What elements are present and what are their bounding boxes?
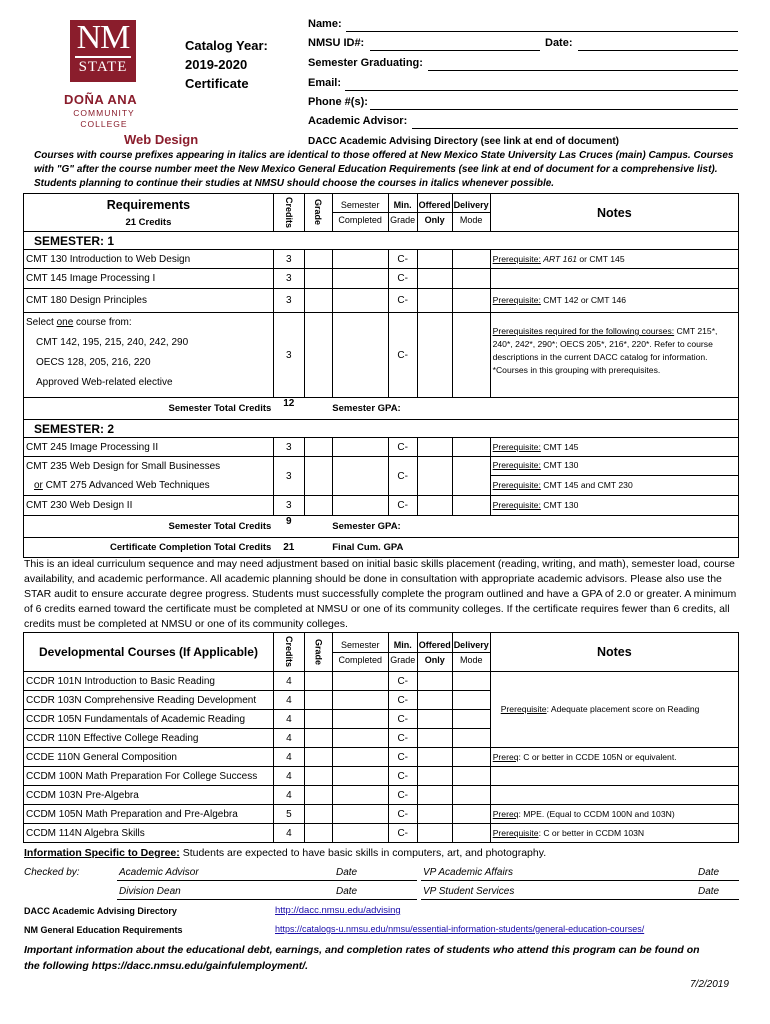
credit-value: 4	[273, 691, 304, 710]
grade-cell[interactable]	[304, 786, 332, 805]
table-row	[24, 805, 739, 824]
credit-value: 3	[273, 313, 304, 398]
table-row	[24, 313, 739, 398]
course-name: CCDE 110N General Composition	[24, 748, 274, 767]
logo-community: COMMUNITY	[73, 108, 135, 118]
requirements-header: Requirements 21 Credits	[24, 194, 274, 232]
semester-cell[interactable]	[332, 457, 388, 496]
vp-aa-label: VP Academic Affairs	[423, 867, 514, 878]
composition-prerequisite-note: Prereq: C or better in CCDE 105N or equivalent.	[490, 748, 738, 767]
document-date: 7/2/2019	[690, 979, 729, 990]
credit-value: 4	[273, 729, 304, 748]
semester-cell[interactable]	[332, 496, 388, 516]
select-options-3: Approved Web-related elective	[36, 377, 173, 388]
grade-cell[interactable]	[304, 672, 332, 691]
offered-only-header: Offered Only	[417, 633, 452, 672]
advising-directory-link[interactable]: http://dacc.nmsu.edu/advising	[275, 905, 401, 916]
logo-college: COLLEGE	[80, 119, 128, 129]
vp-ss-date-label: Date	[698, 886, 720, 897]
semester-label: Semester Graduating:	[308, 57, 423, 69]
course-name: CCDR 105N Fundamentals of Academic Reading	[24, 710, 274, 729]
semester-cell[interactable]	[332, 748, 388, 767]
semester-cell[interactable]	[332, 289, 388, 313]
course-name: CCDM 100N Math Preparation For College Success	[24, 767, 274, 786]
credit-value: 4	[273, 748, 304, 767]
min-grade: C-	[388, 250, 417, 269]
logo-nm-text: NM	[76, 19, 130, 56]
course-name: CMT 235 Web Design for Small Businesses or CMT 275 Advanced Web Techniques	[24, 457, 274, 496]
semester-cell[interactable]	[332, 729, 388, 748]
delivery-mode-header: Delivery Mode	[452, 194, 490, 232]
min-grade-header: Min. Grade	[388, 194, 417, 232]
name-label: Name:	[308, 18, 342, 30]
vp-aa-date-label: Date	[698, 867, 720, 878]
course-name: CCDR 110N Effective College Reading	[24, 729, 274, 748]
min-grade: C-	[388, 438, 417, 457]
min-grade: C-	[388, 710, 417, 729]
min-grade: C-	[388, 748, 417, 767]
catalog-year-label: Catalog Year:	[185, 38, 268, 53]
semester-gpa-label: Semester GPA:	[304, 516, 738, 538]
grade-cell[interactable]	[304, 691, 332, 710]
credit-value: 3	[273, 250, 304, 269]
semester-cell[interactable]	[332, 805, 388, 824]
advisor-signature-line[interactable]	[117, 880, 417, 881]
min-grade: C-	[388, 289, 417, 313]
grade-cell[interactable]	[304, 250, 332, 269]
gen-ed-label: NM General Education Requirements	[24, 925, 183, 935]
vp-ss-label: VP Student Services	[423, 886, 515, 897]
grade-cell[interactable]	[304, 496, 332, 516]
semester-total-label: Semester Total Credits	[24, 516, 274, 538]
credit-value: 3	[273, 269, 304, 289]
math-prerequisite-note: Prereq: MPE. (Equal to CCDM 100N and 103N)	[490, 805, 738, 824]
credits-header: Credits	[273, 633, 304, 672]
semester-cell[interactable]	[332, 250, 388, 269]
course-name: CMT 145 Image Processing I	[24, 269, 274, 289]
dean-date-label: Date	[336, 886, 358, 897]
certificate-total-credits: 21	[273, 538, 304, 558]
id-field[interactable]	[370, 50, 540, 51]
certificate-total-label: Certificate Completion Total Credits	[24, 538, 274, 558]
credit-value: 3	[273, 496, 304, 516]
table-row	[24, 672, 739, 691]
nmsu-logo	[70, 20, 136, 82]
grade-cell[interactable]	[304, 710, 332, 729]
semester-completed-header: Semester Completed	[332, 194, 388, 232]
dean-signature-label: Division Dean	[119, 886, 181, 897]
min-grade: C-	[388, 496, 417, 516]
curriculum-paragraph: This is an ideal curriculum sequence and may need adjustment based on initial basic skills placement (reading, writing, and math), semester load, course availability, and academic performance. All academic planning should be done in consultation with appropriate academic advisors. Please also use the STAR audit to ensure accurate degree progress. Students must successfully complete the program outlined and have a GPA of 2.0 or greater. A minimum of 6 credits earned toward the certificate must be completed at NMSU or one of its community colleges. If the certificate requires fewer than 6 credits, all credits must be completed at NMSU or one of its community colleges.	[24, 558, 737, 630]
catalog-year: 2019-2020	[185, 57, 248, 72]
advisor-label: Academic Advisor:	[308, 115, 408, 127]
vp-ss-signature-line[interactable]	[421, 899, 739, 900]
certificate-total-row	[24, 538, 739, 558]
semester-completed-header: Semester Completed	[332, 633, 388, 672]
developmental-table	[23, 632, 739, 843]
final-gpa-label: Final Cum. GPA	[304, 538, 738, 558]
prerequisite-note: Prerequisite: CMT 130	[490, 496, 738, 516]
table-row	[24, 438, 739, 457]
logo-state-text: STATE	[75, 56, 131, 76]
semester-total-label: Semester Total Credits	[24, 398, 274, 420]
phone-label: Phone #(s):	[308, 96, 368, 108]
checked-by-label: Checked by:	[24, 867, 80, 878]
semester-cell[interactable]	[332, 672, 388, 691]
notes-header: Notes	[490, 194, 738, 232]
course-name: CMT 245 Image Processing II	[24, 438, 274, 457]
semester-gpa-label: Semester GPA:	[304, 398, 738, 420]
grade-cell[interactable]	[304, 457, 332, 496]
course-name: CMT 130 Introduction to Web Design	[24, 250, 274, 269]
semester-2-header: SEMESTER: 2	[24, 420, 739, 438]
table-row	[24, 496, 739, 516]
course-name: CCDR 103N Comprehensive Reading Development	[24, 691, 274, 710]
select-course-cell: Select one course from: CMT 142, 195, 215, 240, 242, 290 OECS 128, 205, 216, 220 Approved Web-related elective	[24, 313, 274, 398]
algebra-prerequisite-note: Prerequisite: C or better in CCDM 103N	[490, 824, 738, 843]
min-grade: C-	[388, 313, 417, 398]
id-label: NMSU ID#:	[308, 37, 365, 49]
advisor-signature-label: Academic Advisor	[119, 867, 199, 878]
vp-aa-signature-line[interactable]	[421, 880, 739, 881]
intro-text: Courses with course prefixes appearing in italics are identical to those offered at New Mexico State University Las Cruces (main) Campus. Courses with "G" after the course number meet the New Mexico General Education Requirements (see link at end of document for a comprehensive list). Students planning to continue their studies at NMSU should choose the courses in italics whenever possible.	[34, 150, 734, 189]
course-name: CCDM 114N Algebra Skills	[24, 824, 274, 843]
course-name: CCDM 103N Pre-Algebra	[24, 786, 274, 805]
table-row	[24, 457, 739, 496]
course-name: CMT 230 Web Design II	[24, 496, 274, 516]
table-row	[24, 289, 739, 313]
select-options-2: OECS 128, 205, 216, 220	[36, 357, 151, 368]
semester-cell[interactable]	[332, 786, 388, 805]
grade-cell[interactable]	[304, 289, 332, 313]
grade-cell[interactable]	[304, 805, 332, 824]
table-row	[24, 748, 739, 767]
grade-cell[interactable]	[304, 729, 332, 748]
min-grade: C-	[388, 767, 417, 786]
credit-value: 4	[273, 672, 304, 691]
semester-total-credits: 12	[283, 398, 295, 409]
credit-value: 4	[273, 786, 304, 805]
grade-cell[interactable]	[304, 438, 332, 457]
course-name: CCDR 101N Introduction to Basic Reading	[24, 672, 274, 691]
semester-1-header: SEMESTER: 1	[24, 232, 739, 250]
table-row	[24, 786, 739, 805]
gainful-employment-note: Important information about the educational debt, earnings, and completion rates of students who attend this program can be found on the following https://dacc.nmsu.edu/gainfulemployment/.	[24, 944, 700, 972]
prerequisite-note: Prerequisite: CMT 130 Prerequisite: CMT 145 and CMT 230	[490, 457, 738, 496]
grade-cell[interactable]	[304, 748, 332, 767]
dean-signature-line[interactable]	[117, 899, 417, 900]
credit-value: 4	[273, 824, 304, 843]
credit-value: 3	[273, 457, 304, 496]
logo-dona-ana: DOÑA ANA	[64, 92, 138, 107]
min-grade: C-	[388, 457, 417, 496]
min-grade: C-	[388, 729, 417, 748]
semester-cell[interactable]	[332, 824, 388, 843]
email-label: Email:	[308, 77, 342, 89]
min-grade: C-	[388, 805, 417, 824]
semester-cell[interactable]	[332, 710, 388, 729]
credit-value: 4	[273, 710, 304, 729]
semester-cell[interactable]	[332, 767, 388, 786]
grade-header: Grade	[304, 194, 332, 232]
notes-header: Notes	[490, 633, 738, 672]
phone-field[interactable]	[370, 109, 738, 110]
advisor-date-label: Date	[336, 867, 358, 878]
prerequisite-note: Prerequisite: ART 161 or CMT 145	[490, 250, 738, 269]
min-grade: C-	[388, 786, 417, 805]
min-grade-header: Min. Grade	[388, 633, 417, 672]
prerequisite-note: Prerequisite: CMT 145	[490, 438, 738, 457]
semester-cell[interactable]	[332, 691, 388, 710]
grade-cell[interactable]	[304, 824, 332, 843]
name-field[interactable]	[346, 31, 738, 32]
min-grade: C-	[388, 824, 417, 843]
credit-value: 5	[273, 805, 304, 824]
semester-cell[interactable]	[332, 438, 388, 457]
developmental-header: Developmental Courses (If Applicable)	[24, 633, 274, 672]
table-row	[24, 250, 739, 269]
date-label: Date:	[545, 37, 573, 49]
min-grade: C-	[388, 691, 417, 710]
semester-2-total-row	[24, 516, 739, 538]
gen-ed-link[interactable]: https://catalogs-u.nmsu.edu/nmsu/essential-information-students/general-education-courses/	[275, 924, 645, 934]
directory-note: DACC Academic Advising Directory (see link at end of document)	[308, 136, 619, 147]
advising-directory-label: DACC Academic Advising Directory	[24, 906, 177, 916]
grade-cell[interactable]	[304, 313, 332, 398]
min-grade: C-	[388, 269, 417, 289]
semester-cell[interactable]	[332, 313, 388, 398]
grade-cell[interactable]	[304, 269, 332, 289]
semester-cell[interactable]	[332, 269, 388, 289]
prerequisite-note: Prerequisites required for the following courses: CMT 215*, 240*, 242*, 290*; OECS 205*, 216*, 220*. Refer to course descriptions in the current DACC catalog for information. *Courses in this grouping with prerequisites.	[490, 313, 738, 398]
min-grade: C-	[388, 672, 417, 691]
advisor-field[interactable]	[412, 128, 738, 129]
grade-cell[interactable]	[304, 767, 332, 786]
degree-info: Information Specific to Degree: Students are expected to have basic skills in computers, art, and photography.	[24, 847, 547, 859]
requirements-table	[23, 193, 739, 558]
prerequisite-note: Prerequisite: CMT 142 or CMT 146	[490, 289, 738, 313]
semester-1-total-row	[24, 398, 739, 420]
email-field[interactable]	[345, 90, 738, 91]
offered-only-header: Offered Only	[417, 194, 452, 232]
table-row	[24, 767, 739, 786]
catalog-type: Certificate	[185, 76, 249, 91]
date-field[interactable]	[578, 50, 738, 51]
credit-value: 3	[273, 289, 304, 313]
select-options-1: CMT 142, 195, 215, 240, 242, 290	[36, 337, 189, 348]
credit-value: 4	[273, 767, 304, 786]
credits-header: Credits	[273, 194, 304, 232]
delivery-mode-header: Delivery Mode	[452, 633, 490, 672]
credit-value: 3	[273, 438, 304, 457]
grade-header: Grade	[304, 633, 332, 672]
table-row	[24, 824, 739, 843]
table-row	[24, 269, 739, 289]
course-name: CMT 180 Design Principles	[24, 289, 274, 313]
program-title: Web Design	[124, 132, 199, 147]
semester-field[interactable]	[428, 70, 738, 71]
course-name: CCDM 105N Math Preparation and Pre-Algebra	[24, 805, 274, 824]
reading-prerequisite-note: Prerequisite: Adequate placement score on Reading	[490, 672, 738, 748]
semester-total-credits: 9	[286, 516, 292, 527]
